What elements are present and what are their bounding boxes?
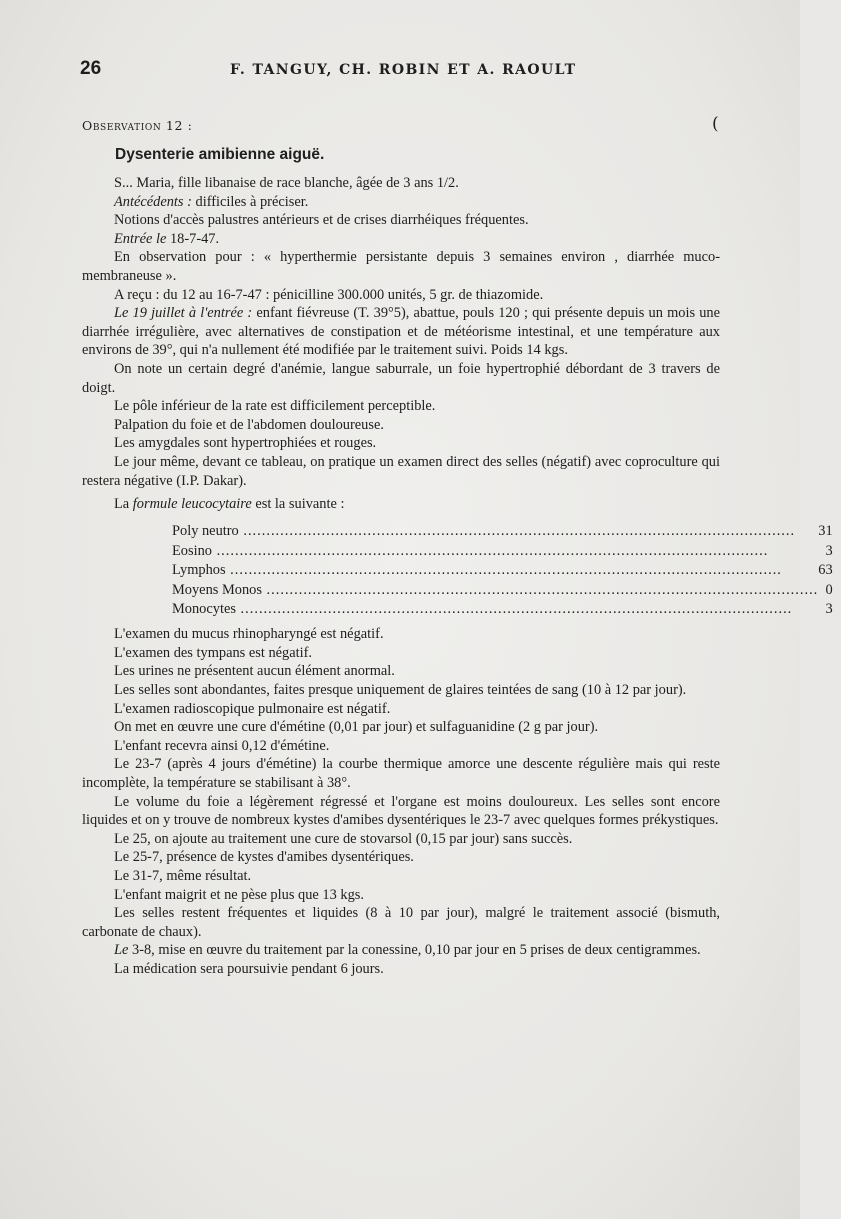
leader-dots: ........................................................................................................................	[225, 562, 782, 579]
formula-value: 3	[825, 601, 833, 618]
entry-exam-text: enfant fiévreuse (T. 39°5), abattue, pouls 120 ; qui présente depuis un mois une diarrhée irrégulière, avec alternatives de constipation et de météorisme intestinal, et une température aux environs de 39°, qui n'a nullement été modifiée par le traitement suivi. Poids 14 kgs.	[82, 305, 720, 359]
leader-dots: ........................................................................................................................	[238, 523, 796, 540]
formula-cell-label	[172, 541, 818, 561]
conessine-label: Le	[114, 942, 129, 959]
observation-label: Observation 12 :	[82, 118, 193, 133]
formula-label-wrap	[172, 600, 818, 619]
formula-label-wrap	[172, 522, 818, 541]
formula-pre: La	[114, 496, 133, 513]
formula-value: 31	[818, 523, 833, 540]
paragraph-examen-selles: Le jour même, devant ce tableau, on pratique un examen direct des selles (négatif) avec coproculture qui restera négative (I.P. Dakar).	[82, 453, 720, 489]
paragraph-radioscopie: L'examen radioscopique pulmonaire est négatif.	[114, 700, 391, 717]
leader-dots: ........................................................................................................................	[211, 542, 769, 559]
formula-label: Moyens Monos	[172, 581, 262, 598]
paragraph-cure-emetine: On met en œuvre une cure d'émétine (0,01 par jour) et sulfaguanidine (2 g par jour).	[114, 719, 599, 736]
formula-cell-label	[172, 580, 818, 600]
paragraph-dose-emetine: L'enfant recevra ainsi 0,12 d'émétine.	[114, 737, 330, 754]
paragraph-conessine	[82, 941, 720, 960]
paragraph-anemie: On note un certain degré d'anémie, langue saburrale, un foie hypertrophié débordant de 3 travers de doigt.	[82, 360, 720, 396]
antecedents-text: difficiles à préciser.	[191, 193, 309, 210]
formula-label: Monocytes	[172, 601, 236, 618]
formula-label-wrap	[172, 561, 818, 580]
observation-paren: (	[712, 114, 719, 134]
formula-value: 3	[825, 542, 833, 559]
leucocyte-formula-table	[172, 522, 841, 620]
formula-label: formule leucocytaire	[132, 496, 252, 513]
formula-cell-label	[172, 600, 818, 620]
formula-label-wrap	[172, 581, 818, 600]
formula-value: 0	[825, 581, 833, 598]
paragraph-observation: En observation pour : « hyperthermie persistante depuis 3 semaines environ , diarrhée muco-membraneuse ».	[82, 249, 720, 284]
paragraph-selles: Les selles sont abondantes, faites presque uniquement de glaires teintées de sang (10 à 12 par jour).	[114, 681, 687, 698]
running-head-authors: F. TANGUY, CH. ROBIN ET A. RAOULT	[230, 62, 577, 78]
formula-post: est la suivante :	[251, 496, 345, 513]
paragraph-foie: Le volume du foie a légèrement régressé et l'organe est moins douloureux. Les selles sont encore liquides et on y trouve de nombreux kystes d'amibes dysentériques le 23-7 avec quelques formes prékystiques.	[82, 793, 720, 829]
paragraph-mucus: L'examen du mucus rhinopharyngé est négatif.	[114, 626, 384, 643]
paragraph-bismuth: Les selles restent fréquentes et liquides (8 à 10 par jour), malgré le traitement associé (bismuth, carbonate de chaux).	[82, 905, 720, 940]
conessine-text: 3-8, mise en œuvre du traitement par la conessine, 0,10 par jour en 5 prises de deux centigrammes.	[128, 942, 701, 959]
formula-label: Eosino	[172, 542, 212, 559]
paragraph-recu: A reçu : du 12 au 16-7-47 : pénicilline 300.000 unités, 5 gr. de thiazomide.	[114, 286, 544, 303]
paragraph-amygdales: Les amygdales sont hypertrophiées et rouges.	[114, 435, 377, 452]
paragraph-notions: Notions d'accès palustres antérieurs et de crises diarrhéiques fréquentes.	[114, 212, 529, 229]
formula-row	[172, 561, 841, 581]
entree-label: Entrée le	[114, 230, 167, 247]
paragraph-palpation: Palpation du foie et de l'abdomen douloureuse.	[114, 416, 384, 433]
formula-row	[172, 522, 841, 542]
formula-label: Lymphos	[172, 562, 226, 579]
formula-row	[172, 600, 841, 620]
section-title: Dysenterie amibienne aiguë.	[115, 146, 325, 163]
paragraph-entry-exam	[82, 304, 720, 360]
formula-row	[172, 541, 841, 561]
leader-dots: ........................................................................................................................	[261, 581, 819, 598]
paragraph-rate: Le pôle inférieur de la rate est difficilement perceptible.	[114, 398, 436, 415]
formula-cell-label	[172, 561, 818, 581]
running-head	[80, 58, 720, 80]
paragraph-31-7: Le 31-7, même résultat.	[114, 867, 252, 884]
paragraph-23-7: Le 23-7 (après 4 jours d'émétine) la courbe thermique amorce une descente régulière mais qui reste incomplète, la température se stabilisant à 38°.	[82, 756, 720, 791]
paragraph-formule-intro	[82, 495, 720, 514]
paragraph-stovarsol: Le 25, on ajoute au traitement une cure de stovarsol (0,15 par jour) sans succès.	[114, 830, 573, 847]
leader-dots: ........................................................................................................................	[235, 601, 793, 618]
paragraph-tympans: L'examen des tympans est négatif.	[114, 644, 313, 661]
formula-label: Poly neutro	[172, 523, 239, 540]
entree-text: 18-7-47.	[166, 230, 220, 247]
paragraph-patient: S... Maria, fille libanaise de race blanche, âgée de 3 ans 1/2.	[114, 175, 459, 191]
paragraph-25-7: Le 25-7, présence de kystes d'amibes dysentériques.	[114, 849, 414, 866]
paragraph-entree	[82, 230, 720, 249]
formula-row	[172, 580, 841, 600]
formula-value: 63	[818, 562, 833, 579]
entry-exam-label: Le 19 juillet à l'entrée :	[114, 305, 253, 322]
formula-cell-label	[172, 522, 818, 542]
body-text	[82, 174, 833, 978]
paragraph-urines: Les urines ne présentent aucun élément anormal.	[114, 663, 395, 680]
antecedents-label: Antécédents :	[114, 193, 192, 210]
page-number: 26	[80, 58, 102, 79]
paragraph-poids: L'enfant maigrit et ne pèse plus que 13 kgs.	[114, 886, 364, 903]
paragraph-antecedents	[82, 193, 720, 212]
paragraph-medication: La médication sera poursuivie pendant 6 jours.	[114, 960, 384, 977]
formula-label-wrap	[172, 542, 818, 561]
